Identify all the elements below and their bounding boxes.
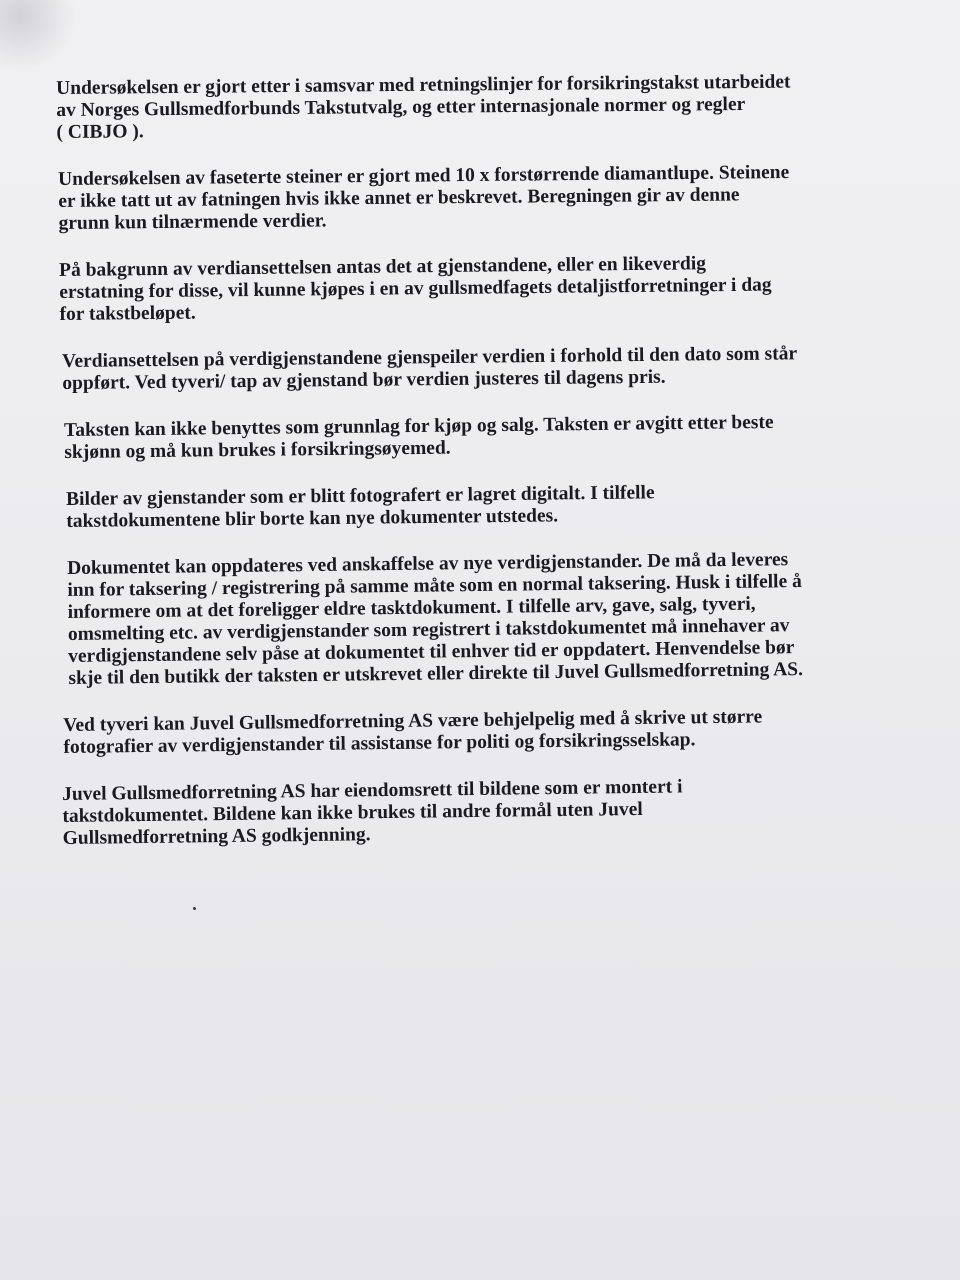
paragraph-value-date [62,342,886,395]
paragraph-line: skje til den butikk der taksten er utskrevet eller direkte til Juvel Gullsmedforretning AS. [68,659,804,689]
paragraph-line: Ved tyveri kan Juvel Gullsmedforretning AS være behjelpelig med å skrive ut større [63,706,763,736]
paragraph-line: Undersøkelsen er gjort etter i samsvar med retningslinjer for forsikringstakst utarbeidet [56,71,791,99]
paragraph-ownership [62,774,887,850]
paragraph-line: På bakgrunn av verdiansettelsen antas det at gjenstandene, eller en likeverdig [59,253,707,281]
paragraph-line: verdigjenstandene selv påse at dokumentet til enhver tid er oppdatert. Henvendelse bør [68,637,795,667]
paragraph-usage [64,411,886,464]
corner-shadow [0,0,80,70]
paragraph-valuation-basis [59,251,887,326]
paragraph-line: omsmelting etc. av verdigjenstander som registrert i takstdokumentet må innehaver av [67,615,790,645]
paragraph-line: takstdokumentene blir borte kan nye dokumenter utstedes. [66,505,559,532]
paragraph-line: skjønn og må kun brukes i forsikringsøyemed. [64,437,451,463]
paragraph-line: Taksten kan ikke benyttes som grunnlag for kjøp og salg. Taksten er avgitt etter beste [64,411,774,441]
paragraph-updates [67,548,888,690]
paragraph-line: inn for taksering / registrering på samme måte som en normal taksering. Husk i tilfelle å [67,571,802,601]
paragraph-line: fotografier av verdigjenstander til assistanse for politi og forsikringsselskap. [63,729,696,758]
paragraph-line: for takstbeløpet. [59,302,196,325]
paragraph-line: av Norges Gullsmedforbunds Takstutvalg, og etter internasjonale normer og regler [56,93,746,121]
paragraph-line: Bilder av gjenstander som er blitt fotografert er lagret digitalt. I tilfelle [66,482,655,510]
paragraph-line: Gullsmedforretning AS godkjenning. [62,824,371,849]
paragraph-theft [63,705,886,759]
paragraph-line: grunn kun tilnærmende verdier. [58,210,327,234]
paragraph-line: Undersøkelsen av faseterte steiner er gjort med 10 x forstørrende diamantlupe. Steinene [58,161,790,190]
document-body [56,71,886,875]
paragraph-line: ( CIBJO ). [56,121,144,143]
paper-speck [193,907,196,910]
paragraph-guidelines [56,71,887,144]
paragraph-line: oppført. Ved tyveri/ tap av gjenstand bør verdien justeres til dagens pris. [62,366,666,394]
paragraph-line: Juvel Gullsmedforretning AS har eiendomsrett til bildene som er montert i [62,776,683,805]
paragraph-photos [66,480,886,533]
paragraph-line: erstatning for disse, vil kunne kjøpes i en av gullsmedfagets detaljistforretninger i dag [59,274,772,303]
paragraph-line: Verdiansettelsen på verdigjenstandene gjenspeiler verdien i forhold til den dato som står [62,343,798,372]
paragraph-line: takstdokumentet. Bildene kan ikke brukes til andre formål uten Juvel [62,798,643,827]
paragraph-examination [58,161,887,235]
paragraph-line: Dokumentet kan oppdateres ved anskaffelse av nye verdigjenstander. De må da leveres [67,549,789,579]
paragraph-line: er ikke tatt ut av fatningen hvis ikke annet er beskrevet. Beregningen gir av denne [58,184,740,212]
paragraph-line: informere om at det foreligger eldre tasktdokument. I tilfelle arv, gave, salg, tyveri, [67,593,756,623]
